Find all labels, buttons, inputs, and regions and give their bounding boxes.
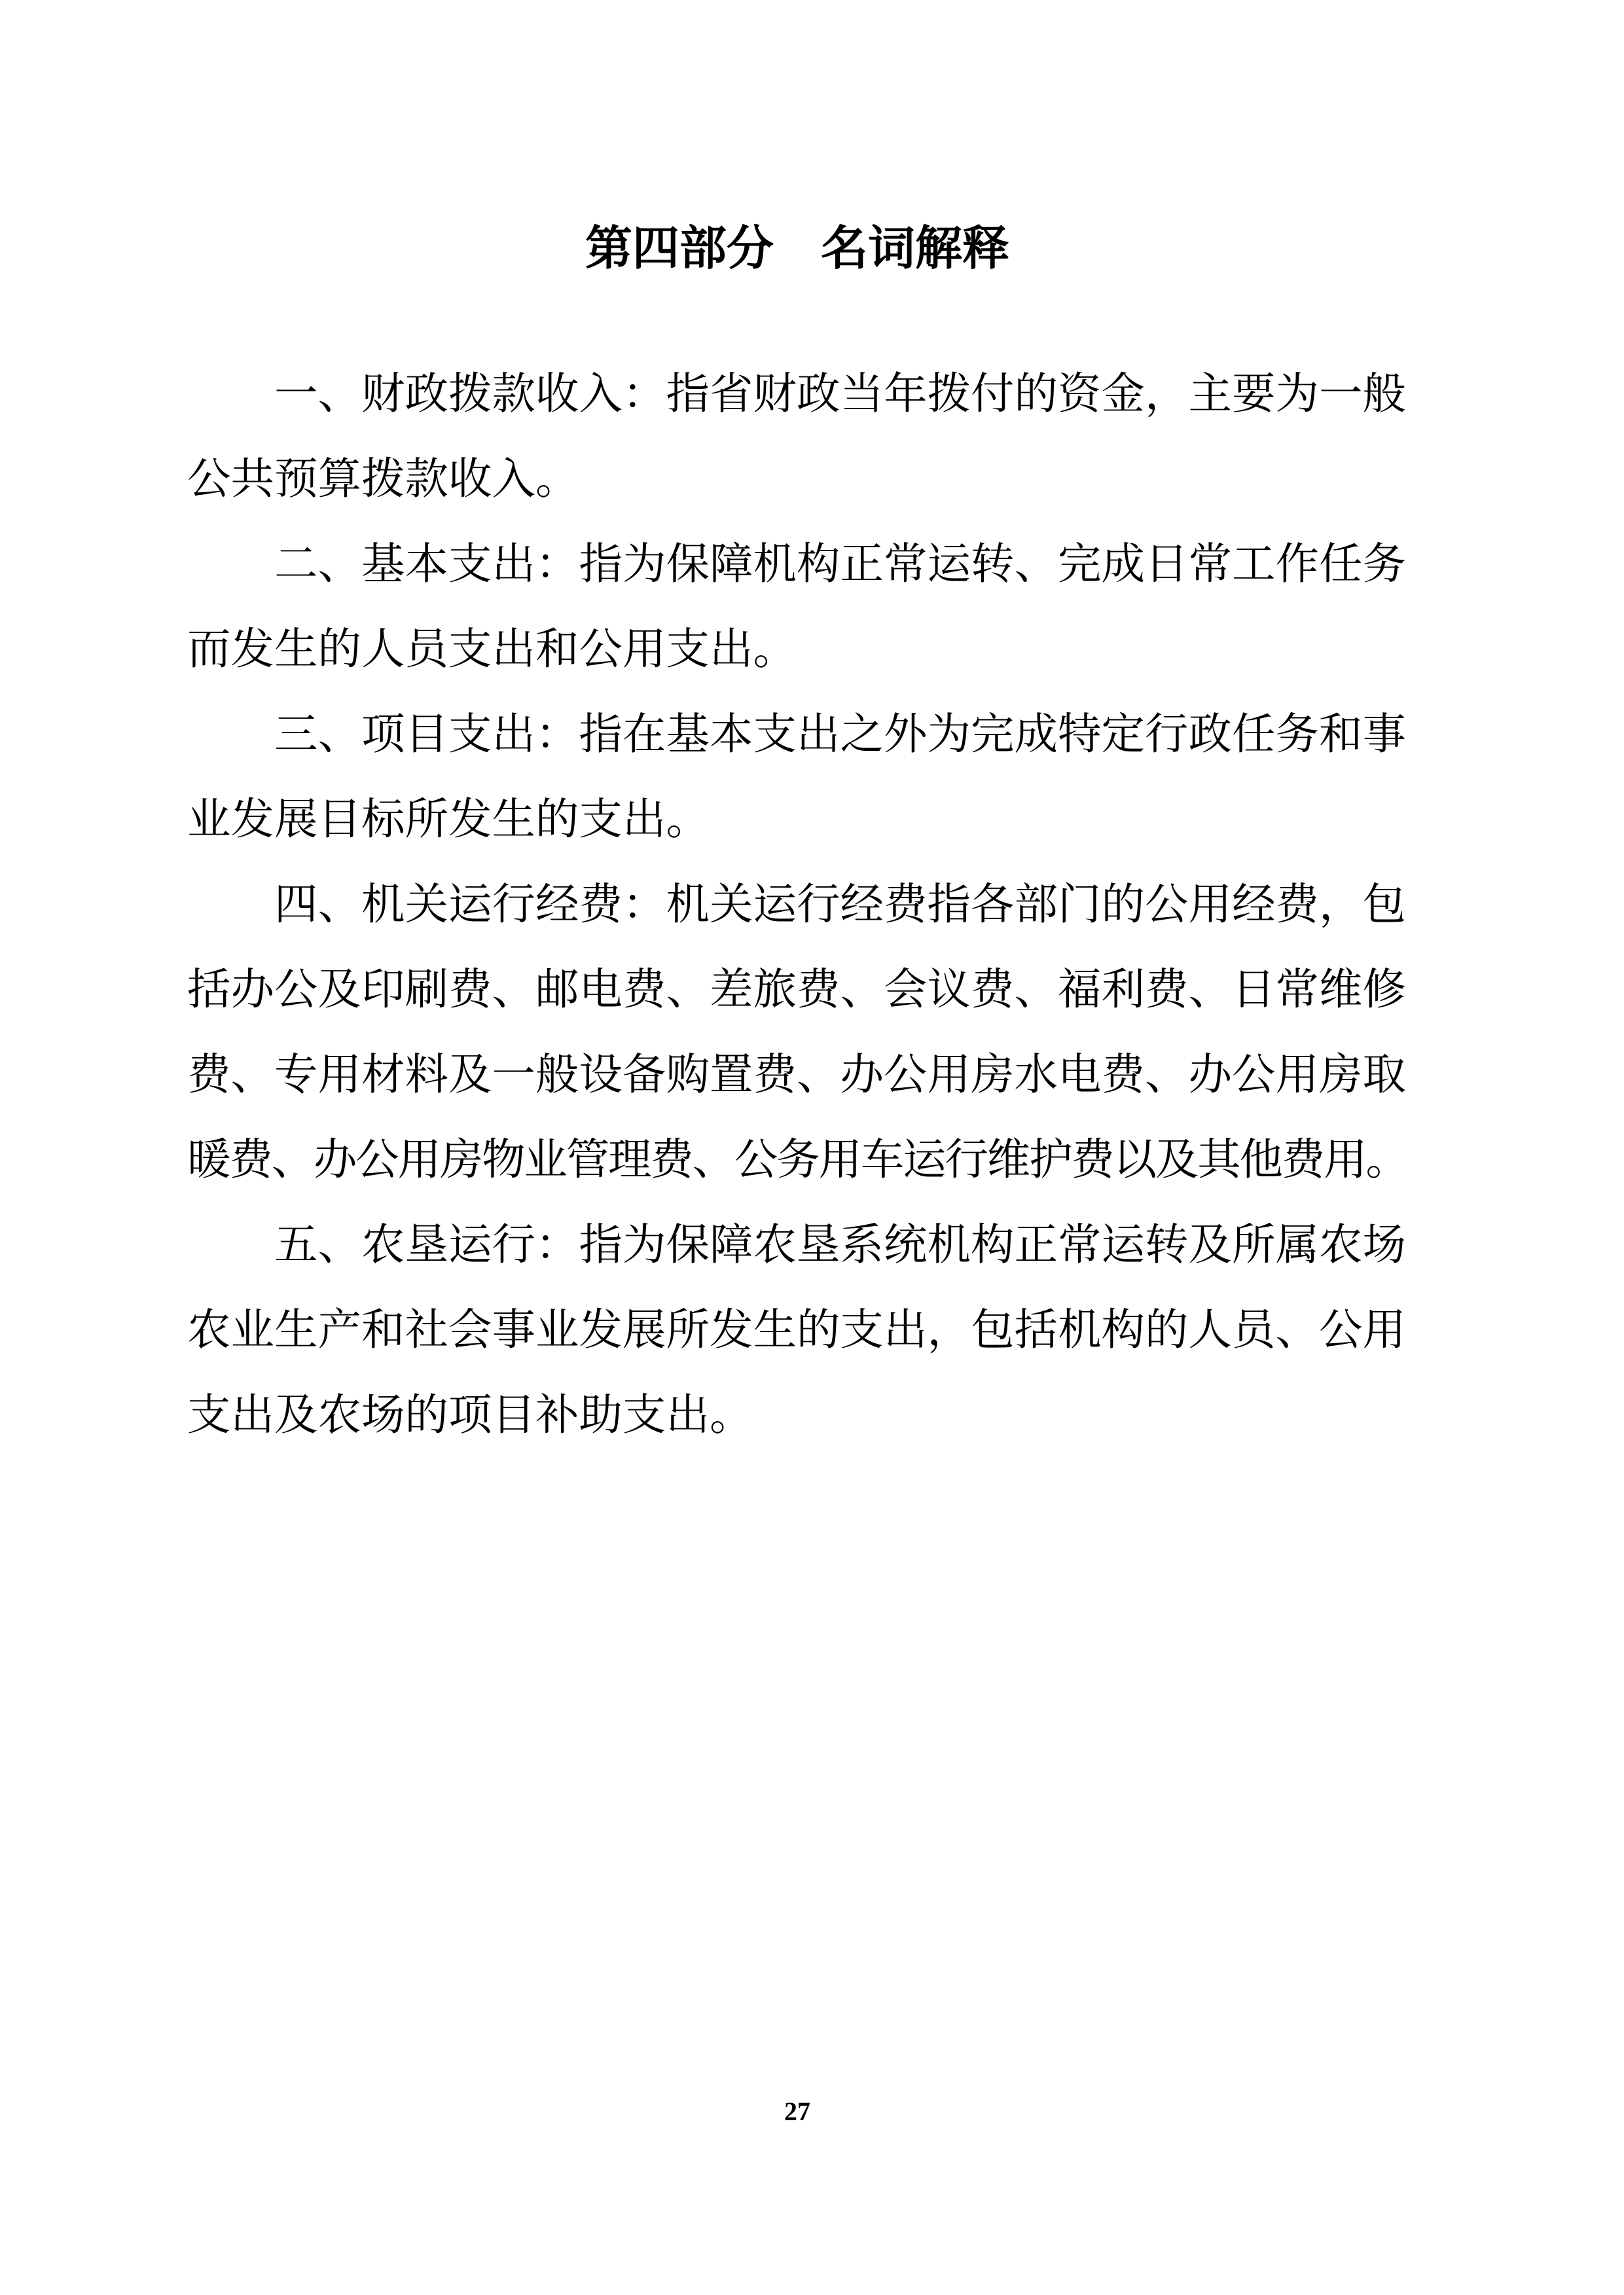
text-line: 暖费、办公用房物业管理费、公务用车运行维护费以及其他费用。 (187, 1136, 1408, 1184)
text-line: 费、专用材料及一般设备购置费、办公用房水电费、办公用房取 (187, 1051, 1406, 1099)
text-line: 而发生的人员支出和公用支出。 (187, 626, 797, 674)
page-number: 27 (784, 2097, 810, 2126)
text-line: 公共预算拨款收入。 (187, 456, 579, 503)
text-line: 一、财政拨款收入：指省财政当年拨付的资金，主要为一般 (274, 370, 1406, 418)
body-text (187, 352, 1407, 1458)
text-line: 二、基本支出：指为保障机构正常运转、完成日常工作任务 (274, 541, 1406, 588)
text-line: 三、项目支出：指在基本支出之外为完成特定行政任务和事 (274, 711, 1406, 759)
text-line: 农业生产和社会事业发展所发生的支出，包括机构的人员、公用 (187, 1307, 1406, 1354)
text-line: 五、农垦运行：指为保障农垦系统机构正常运转及所属农场 (274, 1221, 1406, 1269)
text-line: 业发展目标所发生的支出。 (187, 796, 710, 844)
text-line: 支出及农场的项目补助支出。 (187, 1392, 753, 1439)
page-title: 第四部分 名词解释 (585, 223, 1009, 275)
text-line: 四、机关运行经费：机关运行经费指各部门的公用经费，包 (274, 881, 1406, 929)
text-line: 括办公及印刷费、邮电费、差旅费、会议费、福利费、日常维修 (187, 966, 1406, 1014)
